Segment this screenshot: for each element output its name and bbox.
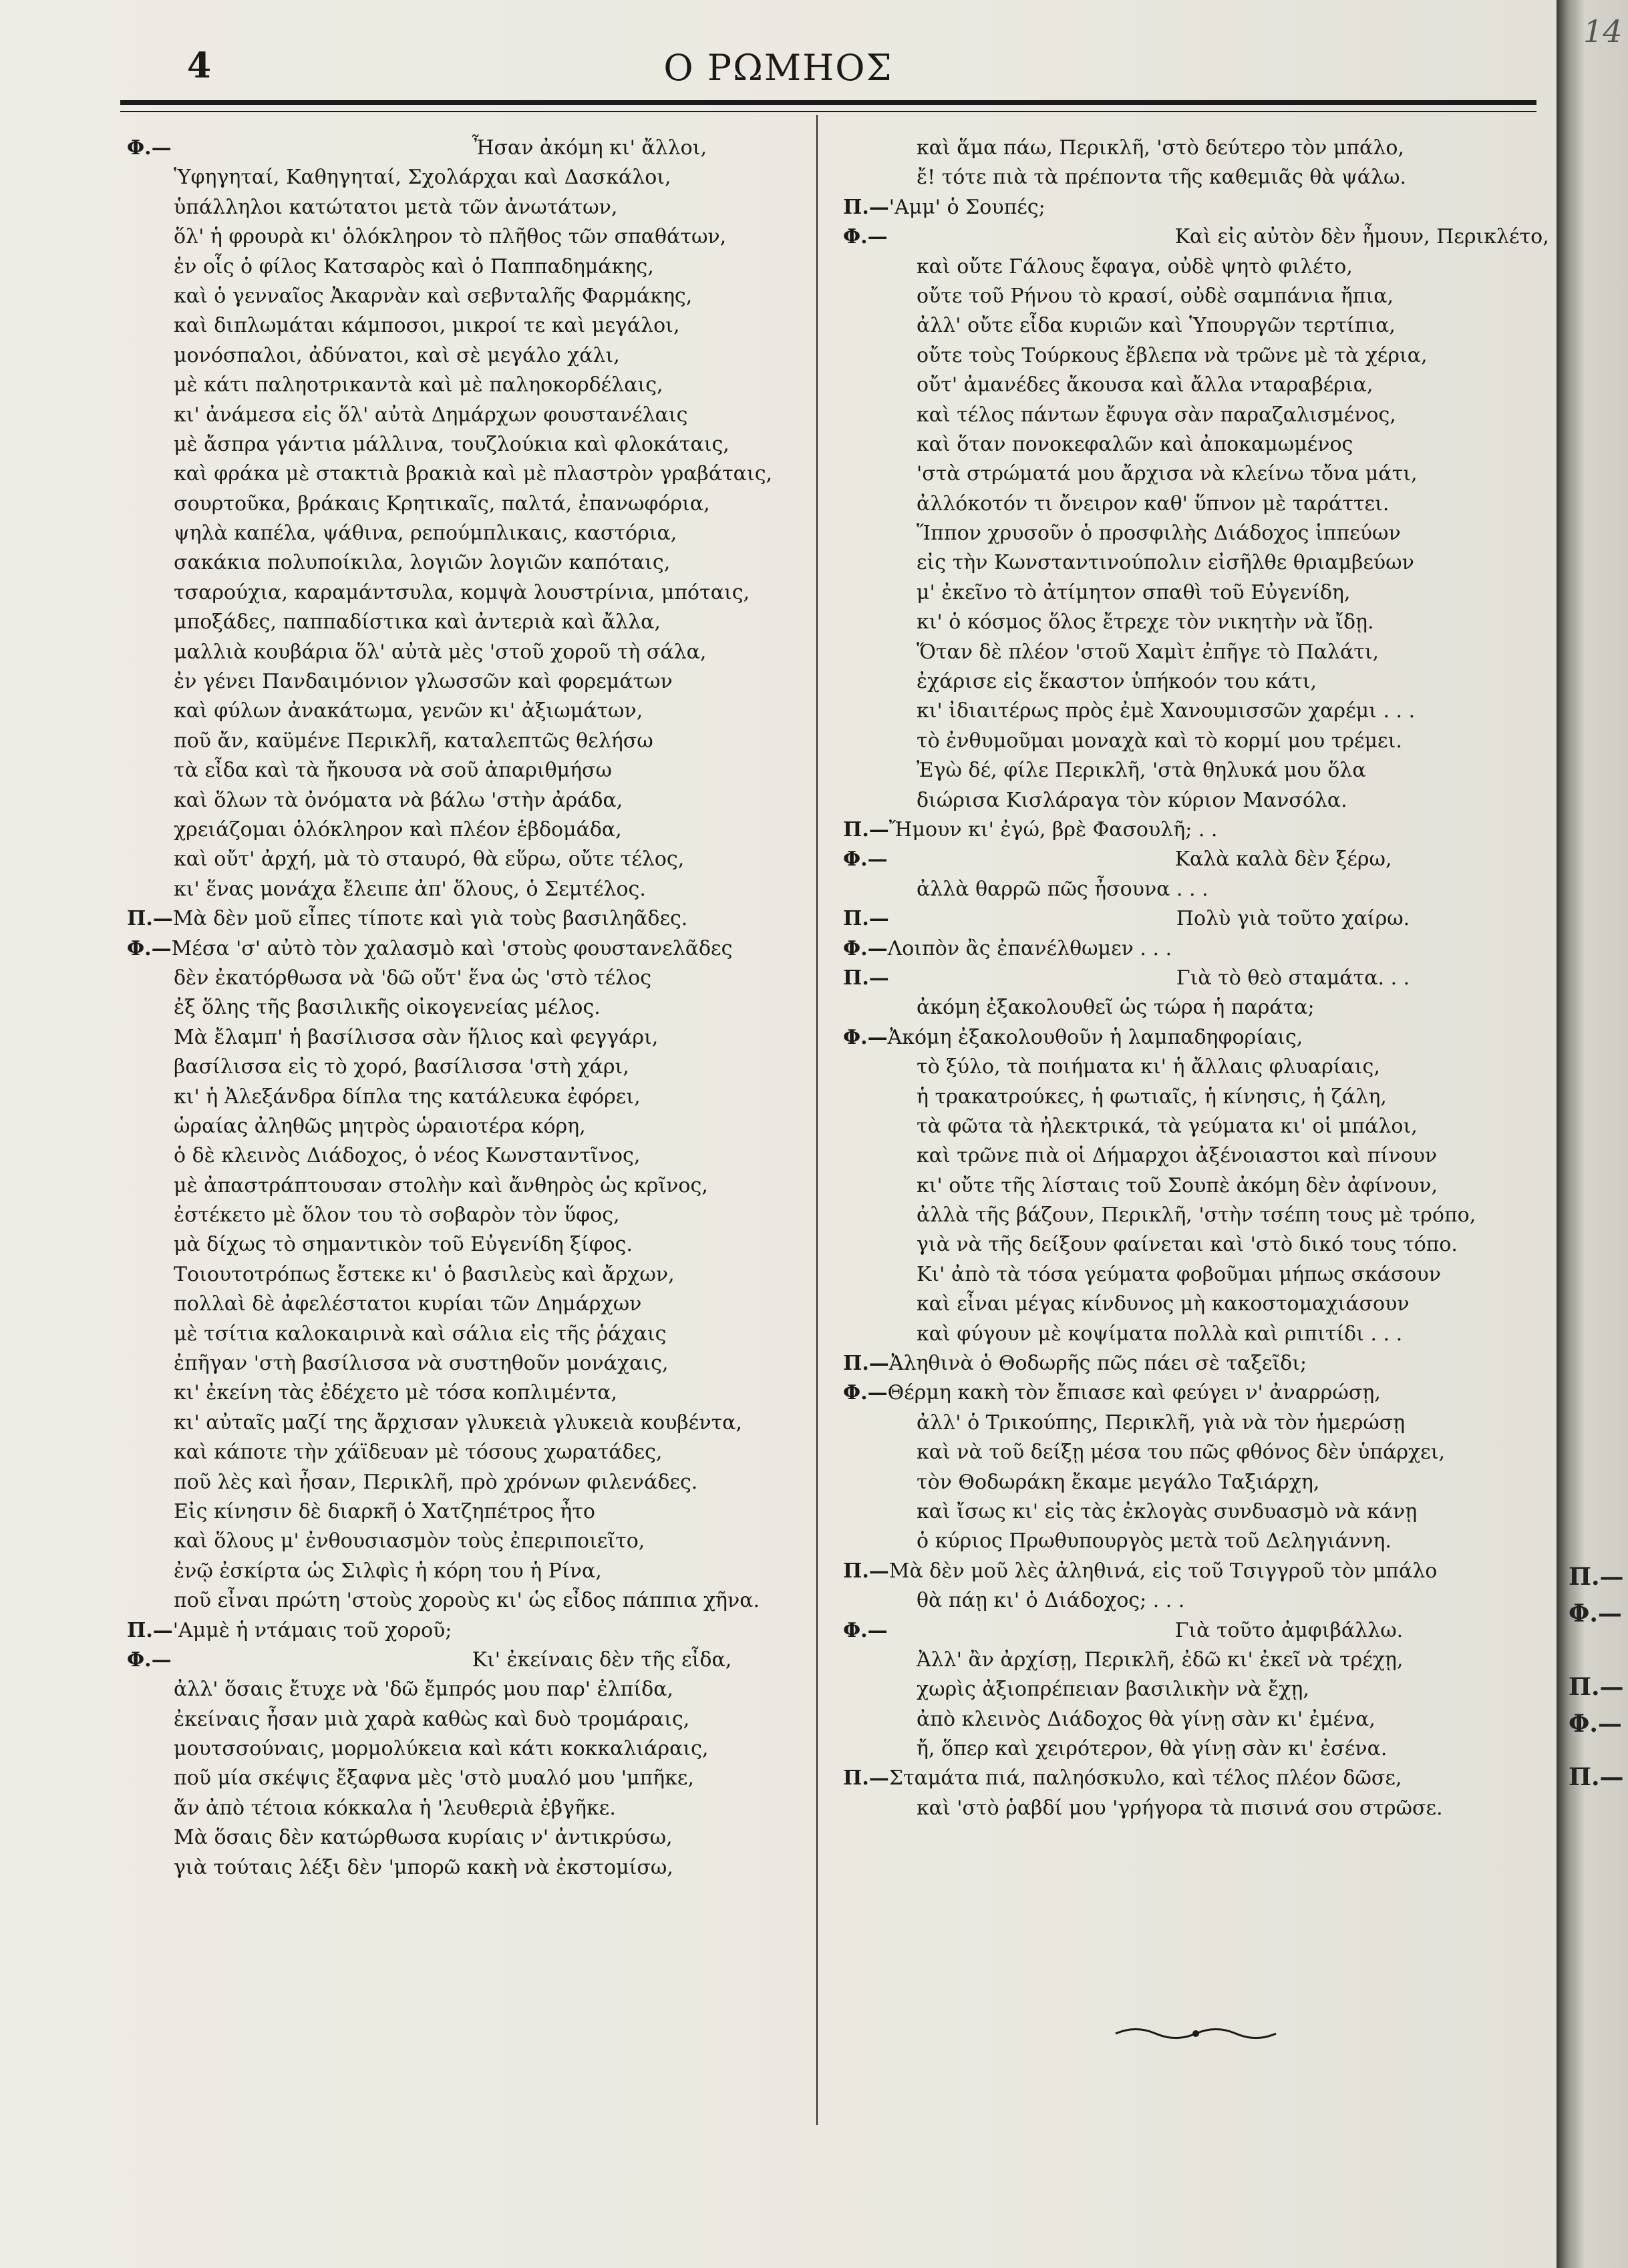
text-line: κι' ἐκείνη τὰς ἐδέχετο μὲ τόσα κοπλιμέντα, (174, 1381, 618, 1405)
text-line: καὶ τέλος πάντων ἔφυγα σὰν παραζαλισμένος, (917, 403, 1396, 427)
text-line (843, 904, 1538, 934)
text-line: κι' οὔτε τῆς λίσταις τοῦ Σουπὲ ἀκόμη δὲν ἀφίνουν, (917, 1173, 1438, 1197)
book-spine-gutter (1557, 0, 1628, 2268)
text-line: καὶ ὅταν πονοκεφαλῶν καὶ ἀποκαμωμένος (917, 432, 1353, 456)
text-line: ὁ δὲ κλεινὸς Διάδοχος, ὁ νέος Κωνσταντῖνος, (174, 1144, 641, 1168)
text-line: μονόσπαλοι, ἀδύνατοι, καὶ σὲ μεγάλο χάλι, (174, 343, 620, 367)
text-line: τὸ ξύλο, τὰ ποιήματα κι' ἡ ἄλλαις φλυαρίαις, (917, 1055, 1380, 1079)
text-line: ἐξ ὅλης τῆς βασιλικῆς οἰκογενείας μέλος. (174, 996, 601, 1020)
text-line: καὶ εἶναι μέγας κίνδυνος μὴ κακοστομαχιάσουν (917, 1292, 1410, 1316)
text-line: ποῦ μία σκέψις ἔξαφνα μὲς 'στὸ μυαλό μου 'μπῆκε, (174, 1766, 694, 1790)
text-line: ἐστέκετο μὲ ὅλον του τὸ σοβαρὸν τὸν ὕφος, (174, 1203, 620, 1227)
text-line: σακάκια πολυποίκιλα, λογιῶν λογιῶν καπόταις, (174, 551, 671, 575)
text-line: κι' ἰδιαιτέρως πρὸς ἐμὲ Χανουμισσῶν χαρέμι . . . (917, 699, 1416, 723)
text-line: ἐνῷ ἐσκίρτα ὡς Σιλφὶς ἡ κόρη του ἡ Ρίνα, (174, 1559, 602, 1583)
line-text: Ἀκόμη ἐξακολουθοῦν ἡ λαμπαδηφορίαις, (887, 1025, 1303, 1049)
speaker-label: Π.— (127, 907, 173, 931)
text-line (127, 904, 822, 934)
text-line: κι' ἀνάμεσα εἰς ὅλ' αὐτὰ Δημάρχων φουστανέλαις (174, 403, 688, 427)
text-line: καὶ ὅλους μ' ἐνθουσιασμὸν τοὺς ἐπεριποιεῖτο, (174, 1529, 645, 1553)
text-line: καὶ ὁ γενναῖος Ἀκαρνὰν καὶ σεβνταλῆς Φαρμάκης, (174, 284, 693, 308)
speaker-label: Π.— (843, 1352, 889, 1376)
right-column (843, 134, 1549, 1823)
line-text: Μὰ δὲν μοῦ εἶπες τίποτε καὶ γιὰ τοὺς βασιληᾶδες. (172, 907, 688, 931)
line-text: Καλὰ καλὰ δὲν ξέρω, (1174, 847, 1392, 872)
line-text: 'Αμμὲ ἡ ντάμαις τοῦ χοροῦ; (172, 1618, 452, 1642)
speaker-label: Φ.— (843, 1025, 888, 1049)
text-line: μὲ ἄσπρα γάντια μάλλινα, τουζλούκια καὶ φλοκάταις, (174, 432, 729, 456)
speaker-label: Φ.— (843, 936, 888, 960)
handwritten-page-mark: 14 (1583, 13, 1623, 49)
text-line: πολλαὶ δὲ ἀφελέστατοι κυρίαι τῶν Δημάρχων (174, 1292, 642, 1316)
line-text: Θέρμη κακὴ τὸν ἔπιασε καὶ φεύγει ν' ἀναρρώσῃ, (887, 1381, 1381, 1405)
text-line: Ἵππον χρυσοῦν ὁ προσφιλὴς Διάδοχος ἱππεύων (917, 522, 1401, 546)
speaker-label: Φ.— (127, 936, 172, 960)
text-line: τὸ ἐνθυμοῦμαι μοναχὰ καὶ τὸ κορμί μου τρέμει. (917, 729, 1402, 753)
text-line: μ' ἐκεῖνο τὸ ἀτίμητον σπαθὶ τοῦ Εὐγενίδη, (917, 580, 1351, 604)
text-line: Τοιουτοτρόπως ἔστεκε κι' ὁ βασιλεὺς καὶ ἄρχων, (174, 1262, 675, 1286)
line-text: Μὰ δὲν μοῦ λὲς ἀληθινά, εἰς τοῦ Τσιγγροῦ τὸν μπάλο (888, 1559, 1438, 1583)
text-line (843, 964, 1538, 993)
text-line: καὶ οὔτ' ἀρχή, μὰ τὸ σταυρό, θὰ εὕρω, οὔτε τέλος, (174, 847, 685, 872)
text-line: ἀκόμη ἐξακολουθεῖ ὡς τώρα ἡ παράτα; (917, 996, 1315, 1020)
text-line: γιὰ νὰ τῆς δείξουν φαίνεται καὶ 'στὸ δικό τους τόπο. (917, 1233, 1458, 1257)
text-line: ἀπὸ κλεινὸς Διάδοχος θὰ γίνῃ σὰν κι' ἐμένα, (917, 1707, 1375, 1731)
text-line: μουτσσούναις, μορμολύκεια καὶ κάτι κοκκαλιάραις, (174, 1737, 709, 1761)
text-line: Εἰς κίνησιν δὲ διαρκῆ ὁ Χατζηπέτρος ἦτο (174, 1499, 595, 1523)
text-line: ἐν γένει Πανδαιμόνιον γλωσσῶν καὶ φορεμάτων (174, 670, 673, 694)
text-line: ἐπῆγαν 'στὴ βασίλισσα νὰ συστηθοῦν μονάχαις, (174, 1352, 669, 1376)
text-line: οὔτε τοὺς Τούρκους ἔβλεπα νὰ τρῶνε μὲ τὰ χέρια, (917, 343, 1428, 367)
text-line: ὁ κύριος Πρωθυπουργὸς μετὰ τοῦ Δεληγιάννη. (917, 1529, 1392, 1553)
line-text: Καὶ εἰς αὐτὸν δὲν ἦμουν, Περικλέτο, (1174, 225, 1549, 249)
text-line: καὶ 'στὸ ῥαβδί μου 'γρήγορα τὰ πισινά σου στρῶσε. (917, 1796, 1443, 1820)
text-line: ἔ! τότε πιὰ τὰ πρέποντα τῆς καθεμιᾶς θὰ ψάλω. (917, 166, 1407, 190)
text-line (843, 845, 1538, 874)
left-column (127, 134, 822, 1883)
text-line: Ὅταν δὲ πλέον 'στοῦ Χαμὶτ ἐπῆγε τὸ Παλάτι, (917, 640, 1379, 664)
text-line: Ὑφηγηταί, Καθηγηταί, Σχολάρχαι καὶ Δασκάλοι, (174, 166, 671, 190)
text-line (843, 934, 1538, 964)
text-line (127, 134, 822, 163)
speaker-label: Π.— (843, 966, 889, 990)
text-line: τὰ φῶτα τὰ ἠλεκτρικά, τὰ γεύματα κι' οἱ μπάλοι, (917, 1114, 1418, 1138)
text-line (127, 1646, 822, 1675)
text-line (127, 1616, 822, 1646)
text-line: καὶ ἅμα πάω, Περικλῆ, 'στὸ δεύτερο τὸν μπάλο, (917, 136, 1404, 160)
text-line: τὰ εἶδα καὶ τὰ ἤκουσα νὰ σοῦ ἀπαριθμήσω (174, 759, 613, 783)
text-line: οὔτε τοῦ Ρήνου τὸ κρασί, οὐδὲ σαμπάνια ἤπια, (917, 284, 1394, 308)
line-text: Γιὰ τοῦτο ἀμφιβάλλω. (1174, 1618, 1404, 1642)
text-line: ἄν ἀπὸ τέτοια κόκκαλα ἡ 'λευθεριὰ ἐβγῆκε. (174, 1796, 616, 1820)
end-ornament (1109, 2024, 1283, 2044)
speaker-label: Φ.— (127, 1648, 172, 1672)
text-line (843, 815, 1538, 845)
text-line: ὑπάλληλοι κατώτατοι μετὰ τῶν ἀνωτάτων, (174, 195, 618, 219)
text-line (843, 1616, 1538, 1646)
text-line (843, 1764, 1538, 1793)
text-line: μὲ ἀπαστράπτουσαν στολὴν καὶ ἄνθηρὸς ὡς κρῖνος, (174, 1173, 708, 1197)
text-line: ἀλλ' οὔτε εἶδα κυριῶν καὶ Ὑπουργῶν τερτίπια, (917, 314, 1396, 338)
margin-speaker-label: Φ.— (1569, 1710, 1622, 1738)
text-line: μαλλιὰ κουβάρια ὅλ' αὐτὰ μὲς 'στοῦ χοροῦ τὴ σάλα, (174, 640, 707, 664)
text-line: ἀλλὰ θαρρῶ πῶς ἦσουνα . . . (917, 877, 1208, 901)
text-line: κι' αὐταῖς μαζί της ἄρχισαν γλυκειὰ γλυκειὰ κουβέντα, (174, 1410, 742, 1435)
line-text: Πολὺ γιὰ τοῦτο χαίρω. (1176, 907, 1410, 931)
margin-speaker-label: Π.— (1569, 1763, 1624, 1791)
line-text: Κι' ἐκείναις δὲν τῆς εἶδα, (472, 1648, 732, 1672)
text-line: γιὰ τούταις λέξι δὲν 'μπορῶ κακὴ νὰ ἐκστομίσω, (174, 1855, 673, 1879)
page-number: 4 (187, 45, 212, 86)
text-line: δὲν ἐκατόρθωσα νὰ 'δῶ οὔτ' ἕνα ὡς 'στὸ τέλος (174, 966, 652, 990)
text-line: ἀλλ' ὅσαις ἔτυχε νὰ 'δῶ ἔμπρός μου παρ' ἐλπίδα, (174, 1678, 674, 1702)
text-line (843, 193, 1538, 222)
text-line: τὸν Θοδωράκη ἔκαμε μεγάλο Ταξιάρχη, (917, 1470, 1320, 1494)
text-line (843, 1378, 1538, 1408)
text-line: ποῦ λὲς καὶ ἦσαν, Περικλῆ, πρὸ χρόνων φιλενάδες. (174, 1470, 698, 1494)
text-line: ἤ, ὅπερ καὶ χειρότερον, θὰ γίνῃ σὰν κι' ἐσένα. (917, 1737, 1388, 1761)
text-line: ἐν οἷς ὁ φίλος Κατσαρὸς καὶ ὁ Παππαδημάκης, (174, 254, 654, 278)
text-line: θὰ πάῃ κι' ὁ Διάδοχος; . . . (917, 1589, 1185, 1613)
text-line: κι' ἡ Ἀλεξάνδρα δίπλα της κατάλευκα ἐφόρει, (174, 1085, 641, 1109)
text-line: ἀλλὰ τῆς βάζουν, Περικλῆ, 'στὴν τσέπη τους μὲ τρόπο, (917, 1203, 1476, 1227)
text-line: Μὰ ἔλαμπ' ἡ βασίλισσα σὰν ἥλιος καὶ φεγγάρι, (174, 1025, 659, 1049)
text-line: ὡραίας ἀληθῶς μητρὸς ὡραιοτέρα κόρη, (174, 1114, 586, 1138)
speaker-label: Π.— (843, 1766, 889, 1790)
text-line: μὲ κάτι παληοτρικαντὰ καὶ μὲ παληοκορδέλαις, (174, 373, 663, 397)
text-line: βασίλισσα εἰς τὸ χορό, βασίλισσα 'στὴ χάρι, (174, 1055, 629, 1079)
text-line: ἡ τρακατρούκες, ἡ φωτιαῖς, ἡ κίνησις, ἡ ζάλη, (917, 1085, 1387, 1109)
speaker-label: Π.— (843, 817, 889, 841)
text-line: ἐκείναις ἦσαν μιὰ χαρὰ καθὼς καὶ δυὸ τρομάραις, (174, 1707, 690, 1731)
text-line: μποξάδες, παππαδίστικα καὶ ἀντεριὰ καὶ ἄλλα, (174, 610, 661, 634)
text-line: καὶ ἴσως κι' εἰς τὰς ἐκλογὰς συνδυασμὸ νὰ κάνῃ (917, 1499, 1418, 1523)
text-line: ποῦ ἄν, καϋμένε Περικλῆ, καταλεπτῶς θελήσω (174, 729, 653, 753)
text-line: καὶ οὔτε Γάλους ἔφαγα, οὐδὲ ψητὸ φιλέτο, (917, 254, 1353, 278)
text-line: ὅλ' ἡ φρουρὰ κι' ὁλόκληρον τὸ πλῆθος τῶν σπαθάτων, (174, 225, 727, 249)
text-line: κι' ὁ κόσμος ὅλος ἔτρεχε τὸν νικητὴν νὰ ἴδῃ. (917, 610, 1374, 634)
text-line: οὔτ' ἀμανέδες ἄκουσα καὶ ἄλλα νταραβέρια, (917, 373, 1373, 397)
text-line: ἀλλ' ὁ Τρικούπης, Περικλῆ, γιὰ νὰ τὸν ἡμερώσῃ (917, 1410, 1406, 1435)
line-text: Ἦσαν ἀκόμη κι' ἄλλοι, (472, 136, 707, 160)
text-line: Ἀλλ' ἂν ἀρχίσῃ, Περικλῆ, ἐδῶ κι' ἐκεῖ νὰ τρέχῃ, (917, 1648, 1404, 1672)
margin-speaker-label: Π.— (1569, 1563, 1624, 1591)
line-text: Ἤμουν κι' ἐγώ, βρὲ Φασουλῆ; . . (888, 817, 1218, 841)
text-line (843, 1557, 1538, 1586)
line-text: Μέσα 'σ' αὐτὸ τὸν χαλασμὸ καὶ 'στοὺς φουστανελᾶδες (171, 936, 733, 960)
speaker-label: Π.— (843, 1559, 889, 1583)
line-text: Ἀληθινὰ ὁ Θοδωρῆς πῶς πάει σὲ ταξεῖδι; (888, 1352, 1307, 1376)
text-line: εἰς τὴν Κωνσταντινούπολιν εἰσῆλθε θριαμβεύων (917, 551, 1414, 575)
speaker-label: Π.— (127, 1618, 173, 1642)
text-line: καὶ φύλων ἀνακάτωμα, γενῶν κι' ἀξιωμάτων, (174, 699, 643, 723)
text-line: τσαρούχια, καραμάντσυλα, κομψὰ λουστρίνια, μπόταις, (174, 580, 750, 604)
text-line: σουρτοῦκα, βράκαις Κρητικαῖς, παλτά, ἐπανωφόρια, (174, 492, 710, 516)
text-line: διώρισα Κισλάραγα τὸν κύριον Μανσόλα. (917, 788, 1347, 812)
text-line: ἐχάρισε εἰς ἕκαστον ὑπήκοόν του κάτι, (917, 670, 1317, 694)
speaker-label: Φ.— (127, 136, 172, 160)
text-line: καὶ νὰ τοῦ δείξῃ μέσα του πῶς φθόνος δὲν ὑπάρχει, (917, 1441, 1446, 1465)
text-line: χρειάζομαι ὁλόκληρον καὶ πλέον ἑβδομάδα, (174, 817, 622, 841)
speaker-label: Π.— (843, 195, 889, 219)
text-line: Κι' ἀπὸ τὰ τόσα γεύματα φοβοῦμαι μήπως σκάσουν (917, 1262, 1441, 1286)
speaker-label: Φ.— (843, 225, 888, 249)
line-text: Γιὰ τὸ θεὸ σταμάτα. . . (1176, 966, 1410, 990)
text-line: καὶ διπλωμάται κάμποσοι, μικροί τε καὶ μεγάλοι, (174, 314, 680, 338)
text-line: χωρὶς ἀξιοπρέπειαν βασιλικὴν νὰ ἔχῃ, (917, 1678, 1309, 1702)
line-text: Σταμάτα πιά, παληόσκυλο, καὶ τέλος πλέον δῶσε, (888, 1766, 1402, 1790)
speaker-label: Φ.— (843, 847, 888, 872)
text-line (127, 934, 822, 964)
text-line: Μὰ ὅσαις δὲν κατώρθωσα κυρίαις ν' ἀντικρύσω, (174, 1826, 673, 1850)
text-line: Ἐγὼ δέ, φίλε Περικλῆ, 'στὰ θηλυκά μου ὅλα (917, 759, 1366, 783)
speaker-label: Π.— (843, 907, 889, 931)
text-line (843, 1349, 1538, 1378)
line-text: 'Αμμ' ὁ Σουπές; (888, 195, 1045, 219)
header-rule (120, 100, 1536, 105)
text-line: καὶ φράκα μὲ στακτιὰ βρακιὰ καὶ μὲ πλαστρὸν γραβάταις, (174, 462, 773, 486)
text-line: καὶ φύγουν μὲ κοψίματα πολλὰ καὶ ριπιτίδι . . . (917, 1322, 1403, 1346)
text-line: καὶ κάποτε τὴν χάϊδευαν μὲ τόσους χωρατάδες, (174, 1441, 663, 1465)
text-line: μὰ δίχως τὸ σημαντικὸν τοῦ Εὐγενίδη ξίφος. (174, 1233, 633, 1257)
margin-speaker-label: Π.— (1569, 1673, 1624, 1701)
text-line: καὶ τρῶνε πιὰ οἱ Δήμαρχοι ἀξένοιαστοι καὶ πίνουν (917, 1144, 1438, 1168)
speaker-label: Φ.— (843, 1618, 888, 1642)
text-line (843, 1023, 1538, 1053)
newspaper-title: Ο ΡΩΜΗΟΣ (663, 47, 893, 89)
text-line: ψηλὰ καπέλα, ψάθινα, ρεπούμπλικαις, καστόρια, (174, 522, 677, 546)
text-line (843, 222, 1549, 252)
text-line: ἀλλόκοτόν τι ὄνειρον καθ' ὕπνον μὲ ταράττει. (917, 492, 1390, 516)
header-rule-thin (120, 111, 1536, 112)
text-line: μὲ τσίτια καλοκαιρινὰ καὶ σάλια εἰς τῆς ῥάχαις (174, 1322, 667, 1346)
text-line: κι' ἕνας μονάχα ἔλειπε ἀπ' ὅλους, ὁ Σεμτέλος. (174, 877, 646, 901)
text-line: 'στὰ στρώματά μου ἄρχισα νὰ κλείνω τὄνα μάτι, (917, 462, 1418, 486)
speaker-label: Φ.— (843, 1381, 888, 1405)
line-text: Λοιπὸν ἂς ἐπανέλθωμεν . . . (887, 936, 1172, 960)
margin-speaker-label: Φ.— (1569, 1599, 1622, 1628)
text-line: ποῦ εἶναι πρώτη 'στοὺς χοροὺς κι' ὡς εἶδος πάππια χῆνα. (174, 1589, 760, 1613)
text-line: καὶ ὅλων τὰ ὀνόματα νὰ βάλω 'στὴν ἀράδα, (174, 788, 623, 812)
